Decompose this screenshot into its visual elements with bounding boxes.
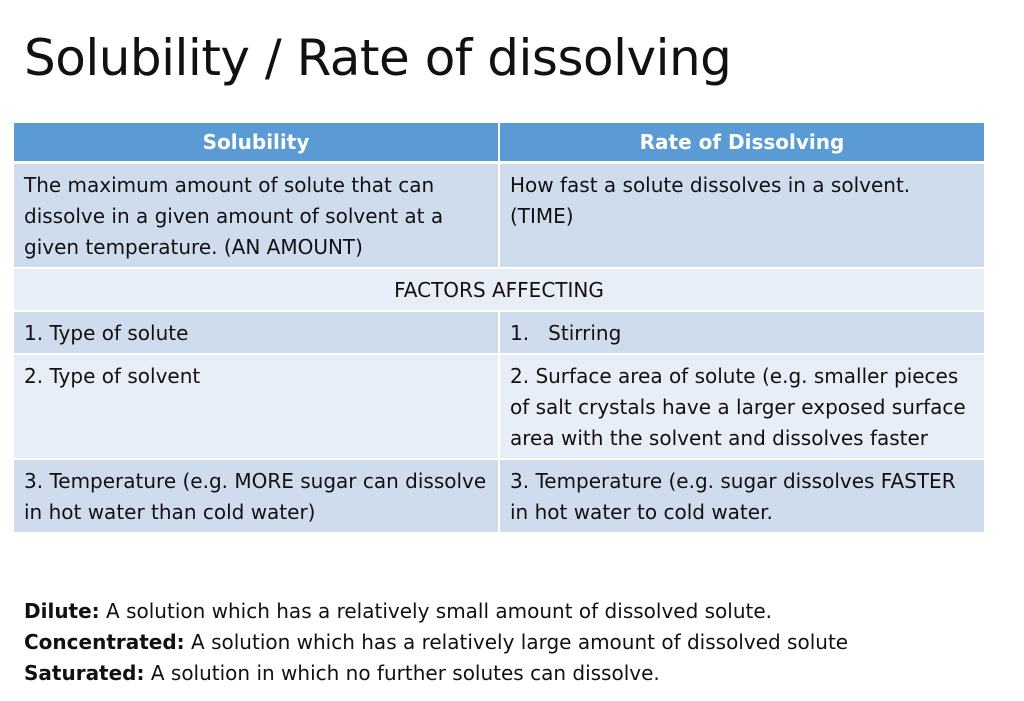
rate-factor-1: 1. Stirring (499, 311, 984, 354)
header-solubility: Solubility (14, 123, 499, 163)
table-row (14, 459, 984, 533)
header-rate-of-dissolving: Rate of Dissolving (499, 123, 984, 163)
table-header-row (14, 123, 984, 163)
rate-factor-3: 3. Temperature (e.g. sugar dissolves FASTER in hot water to cold water. (499, 459, 984, 533)
definition-text: A solution which has a relatively small amount of dissolved solute. (99, 599, 773, 623)
definitions-list (24, 596, 848, 689)
table-row-definition (14, 163, 984, 269)
definition-dilute (24, 596, 848, 627)
definition-text: A solution which has a relatively large amount of dissolved solute (184, 630, 849, 654)
definition-saturated (24, 658, 848, 689)
solubility-factor-2: 2. Type of solvent (14, 354, 499, 459)
term-concentrated: Concentrated: (24, 630, 185, 654)
table-row (14, 311, 984, 354)
table-row-factors-label (14, 268, 984, 311)
definition-concentrated (24, 627, 848, 658)
solubility-factor-3: 3. Temperature (e.g. MORE sugar can dissolve in hot water than cold water) (14, 459, 499, 533)
rate-definition: How fast a solute dissolves in a solvent. (TIME) (499, 163, 984, 269)
comparison-table (14, 123, 984, 534)
term-saturated: Saturated: (24, 661, 145, 685)
factors-affecting-label: FACTORS AFFECTING (14, 268, 984, 311)
solubility-factor-1: 1. Type of solute (14, 311, 499, 354)
term-dilute: Dilute: (24, 599, 100, 623)
table-row (14, 354, 984, 459)
rate-factor-2: 2. Surface area of solute (e.g. smaller pieces of salt crystals have a larger exposed surface area with the solvent and dissolves faster (499, 354, 984, 459)
definition-text: A solution in which no further solutes can dissolve. (144, 661, 660, 685)
solubility-definition: The maximum amount of solute that can dissolve in a given amount of solvent at a given temperature. (AN AMOUNT) (14, 163, 499, 269)
page-title: Solubility / Rate of dissolving (24, 29, 732, 87)
